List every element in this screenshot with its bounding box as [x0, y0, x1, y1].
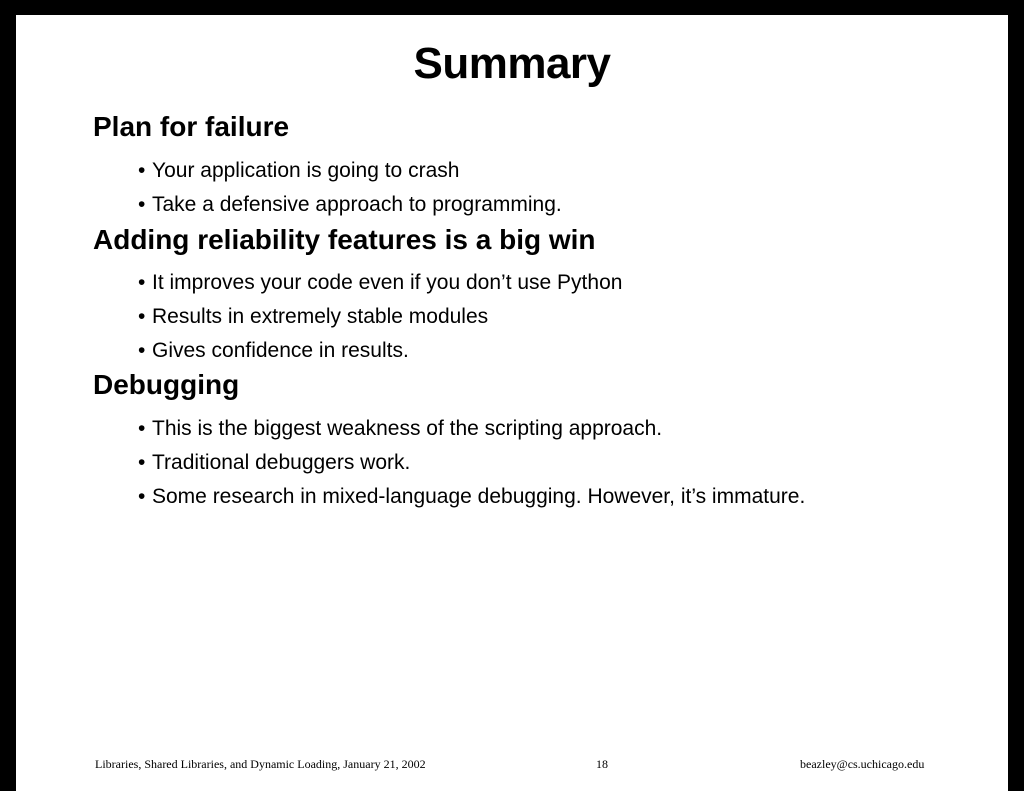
bullet-text: Your application is going to crash — [152, 159, 460, 182]
bullet-text: Results in extremely stable modules — [152, 305, 489, 328]
bullet-item — [138, 338, 409, 364]
page-number: 18 — [596, 757, 608, 771]
footer-email: beazley@cs.uchicago.edu — [800, 757, 925, 771]
section-heading: Adding reliability features is a big win — [93, 224, 596, 255]
bullet-text: Traditional debuggers work. — [152, 451, 411, 474]
bullet-item — [138, 158, 459, 184]
slide-title: Summary — [413, 39, 611, 88]
bullet-point: • — [138, 271, 146, 294]
slide — [16, 15, 1008, 791]
footer-title: Libraries, Shared Libraries, and Dynamic Loading, January 21, 2002 — [95, 757, 426, 771]
bullet-text: Take a defensive approach to programming. — [152, 193, 562, 216]
bullet-point: • — [138, 339, 146, 362]
section-heading: Debugging — [93, 369, 240, 400]
bullet-text: This is the biggest weakness of the scripting approach. — [152, 417, 663, 440]
bullet-text: It improves your code even if you don’t use Python — [152, 271, 623, 294]
bullet-point: • — [138, 417, 146, 440]
bullet-point: • — [138, 159, 146, 182]
bullet-item — [138, 192, 562, 218]
bullet-item — [138, 416, 662, 442]
bullet-text: Gives confidence in results. — [152, 339, 409, 362]
bullet-item — [138, 304, 488, 330]
bullet-point: • — [138, 485, 146, 508]
bullet-item — [138, 450, 410, 476]
bullet-item — [138, 270, 622, 296]
bullet-point: • — [138, 193, 146, 216]
section-heading: Plan for failure — [93, 111, 290, 142]
bullet-item — [138, 484, 805, 510]
bullet-point: • — [138, 451, 146, 474]
bullet-point: • — [138, 305, 146, 328]
bullet-text: Some research in mixed-language debugging. However, it’s immature. — [152, 485, 806, 508]
